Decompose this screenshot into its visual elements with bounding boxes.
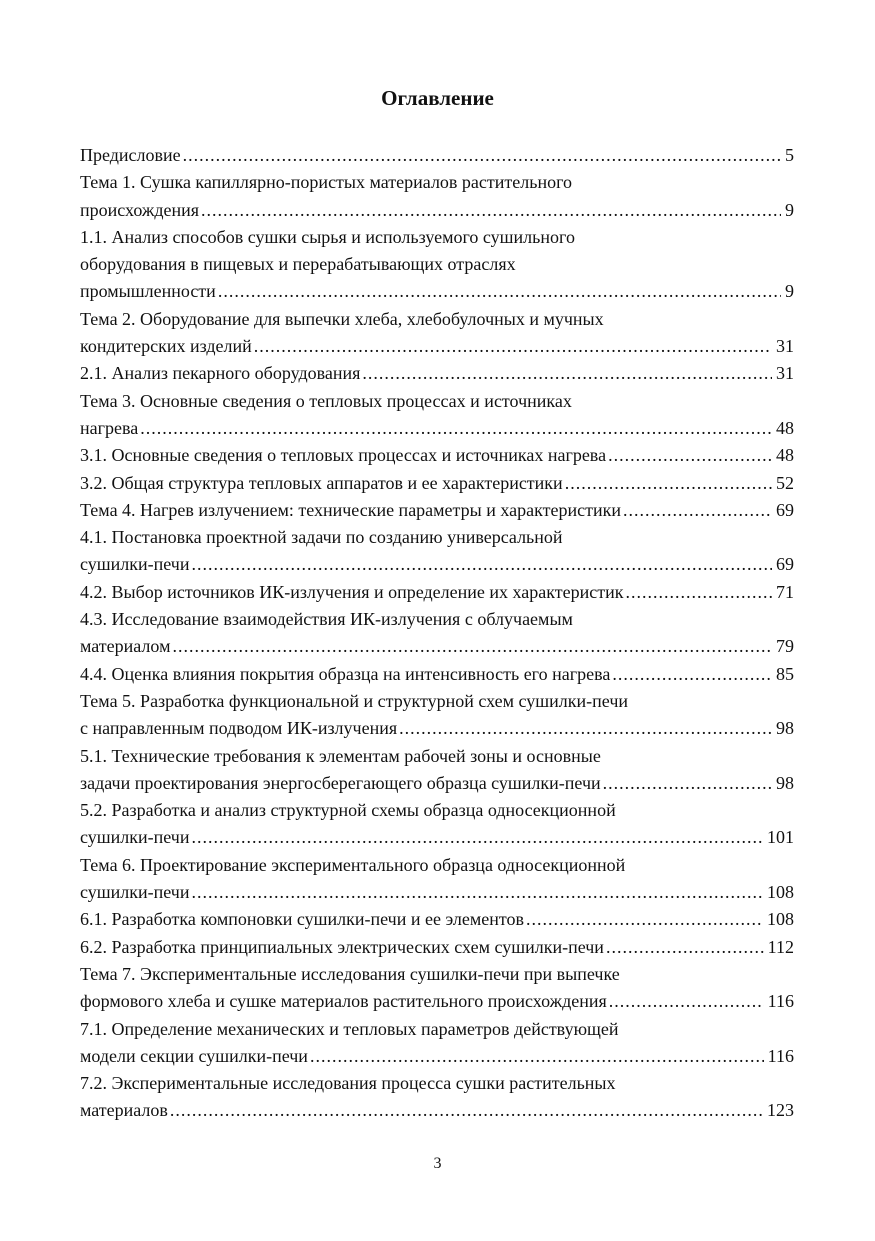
toc-entry-line: с направленным подводом ИК-излучения (80, 718, 398, 739)
toc-entry-last-line (80, 497, 794, 524)
toc-entry-last-line (80, 661, 794, 688)
dot-leader (608, 442, 772, 469)
dot-leader (218, 278, 781, 305)
toc-page-number: 116 (767, 1045, 794, 1066)
toc-entry (80, 360, 794, 387)
toc-entry (80, 743, 794, 798)
toc-page-number: 48 (776, 445, 794, 466)
toc-entry (80, 934, 794, 961)
toc-entry (80, 1016, 794, 1071)
toc-entry-line: 4.4. Оценка влияния покрытия образца на интенсивность его нагрева (80, 663, 611, 684)
dot-leader (140, 415, 772, 442)
toc-entry-last-line (80, 142, 794, 169)
dot-leader (606, 934, 764, 961)
toc-entry-last-line (80, 333, 794, 360)
toc-entry-last-line (80, 633, 794, 660)
toc-page-number: 101 (767, 827, 794, 848)
toc-entry-line: оборудования в пищевых и перерабатывающих отраслях (80, 254, 516, 275)
toc-entry-last-line (80, 442, 794, 469)
dot-leader (170, 1097, 763, 1124)
toc-entry-last-line (80, 1043, 794, 1070)
toc-entry-line: 6.1. Разработка компоновки сушилки-печи и ее элементов (80, 909, 524, 930)
toc-page-number: 48 (776, 417, 794, 438)
toc-entry-last-line (80, 278, 794, 305)
dot-leader (362, 360, 772, 387)
toc-entry (80, 797, 794, 852)
toc-page-number: 85 (776, 663, 794, 684)
toc-page-number: 31 (776, 363, 794, 384)
toc-entry-line: происхождения (80, 199, 200, 220)
toc-page-number: 69 (776, 554, 794, 575)
toc-page-number: 98 (776, 718, 794, 739)
toc-entry-line: Тема 1. Сушка капиллярно-пористых материалов растительного (80, 172, 573, 193)
toc-entry-last-line (80, 988, 794, 1015)
toc-entry-line: формового хлеба и сушке материалов растительного происхождения (80, 991, 607, 1012)
toc-entry-last-line (80, 879, 794, 906)
toc-entry (80, 442, 794, 469)
toc-page-number: 123 (767, 1100, 794, 1121)
toc-page-number: 52 (776, 472, 794, 493)
toc-entry-line: промышленности (80, 281, 216, 302)
toc-page-number: 5 (785, 145, 794, 165)
dot-leader (191, 879, 763, 906)
dot-leader (526, 906, 763, 933)
toc-entry-line: сушилки-печи (80, 554, 190, 575)
toc-page-number: 9 (785, 281, 794, 302)
toc-entry-last-line (80, 579, 794, 606)
toc-entry (80, 688, 794, 743)
toc-entry-line: Тема 5. Разработка функциональной и структурной схем сушилки-печи (80, 690, 629, 711)
toc-entry-line: 5.1. Технические требования к элементам рабочей зоны и основные (80, 745, 601, 766)
toc-entry (80, 224, 794, 306)
toc-entry (80, 388, 794, 443)
dot-leader (172, 633, 772, 660)
table-of-contents (80, 142, 794, 1125)
toc-entry-last-line (80, 1097, 794, 1124)
toc-entry-line: модели секции сушилки-печи (80, 1045, 308, 1066)
toc-entry-line: Тема 4. Нагрев излучением: технические параметры и характеристики (80, 499, 621, 520)
toc-entry (80, 579, 794, 606)
toc-entry-line: 7.1. Определение механических и тепловых параметров действующей (80, 1018, 619, 1039)
toc-entry (80, 524, 794, 579)
page-title: Оглавление (381, 86, 494, 110)
toc-entry-last-line (80, 770, 794, 797)
toc-entry-last-line (80, 551, 794, 578)
toc-entry (80, 497, 794, 524)
toc-entry-line: Тема 7. Экспериментальные исследования сушилки-печи при выпечке (80, 963, 620, 984)
toc-entry-last-line (80, 715, 794, 742)
page-number: 3 (433, 1155, 442, 1172)
dot-leader (183, 142, 781, 169)
toc-entry-line: сушилки-печи (80, 827, 190, 848)
toc-page-number: 9 (785, 199, 794, 220)
toc-entry-line: 3.1. Основные сведения о тепловых процессах и источниках нагрева (80, 445, 607, 466)
toc-entry-last-line (80, 360, 794, 387)
toc-entry-last-line (80, 197, 794, 224)
toc-entry-line: материалом (80, 636, 171, 657)
toc-entry-line: сушилки-печи (80, 882, 190, 903)
toc-entry (80, 1070, 794, 1125)
toc-entry (80, 169, 794, 224)
toc-entry-last-line (80, 934, 794, 961)
toc-entry-line: Тема 6. Проектирование экспериментального образца односекционной (80, 854, 626, 875)
toc-entry-line: 5.2. Разработка и анализ структурной схемы образца односекционной (80, 800, 616, 821)
toc-entry-line: 4.2. Выбор источников ИК-излучения и определение их характеристик (80, 581, 624, 602)
dot-leader (623, 497, 772, 524)
toc-entry-line: 4.1. Постановка проектной задачи по созданию универсальной (80, 527, 563, 548)
toc-entry-last-line (80, 824, 794, 851)
toc-entry-line: 1.1. Анализ способов сушки сырья и используемого сушильного (80, 226, 575, 247)
toc-entry-line: 2.1. Анализ пекарного оборудования (80, 363, 361, 384)
toc-entry (80, 661, 794, 688)
dot-leader (612, 661, 772, 688)
toc-entry-line: 6.2. Разработка принципиальных электрических схем сушилки-печи (80, 936, 604, 957)
toc-entry-line: кондитерских изделий (80, 336, 252, 357)
toc-page-number: 112 (767, 936, 794, 957)
dot-leader (399, 715, 772, 742)
toc-page-number: 31 (776, 336, 794, 357)
toc-entry-line: материалов (80, 1100, 168, 1121)
toc-entry-line: Тема 3. Основные сведения о тепловых процессах и источниках (80, 390, 572, 411)
dot-leader (603, 770, 772, 797)
toc-entry (80, 306, 794, 361)
toc-entry-line: 3.2. Общая структура тепловых аппаратов и ее характеристики (80, 472, 563, 493)
toc-entry-line: задачи проектирования энергосберегающего образца сушилки-печи (80, 772, 601, 793)
toc-entry (80, 906, 794, 933)
toc-page-number: 69 (776, 499, 794, 520)
toc-entry-line: 7.2. Экспериментальные исследования процесса сушки растительных (80, 1073, 616, 1094)
toc-entry-last-line (80, 470, 794, 497)
toc-page-number: 108 (767, 882, 794, 903)
dot-leader (201, 197, 781, 224)
toc-entry (80, 606, 794, 661)
dot-leader (609, 988, 764, 1015)
dot-leader (310, 1043, 764, 1070)
toc-entry-line: Тема 2. Оборудование для выпечки хлеба, хлебобулочных и мучных (80, 308, 604, 329)
toc-entry-line: 4.3. Исследование взаимодействия ИК-излучения с облучаемым (80, 609, 573, 630)
toc-entry (80, 961, 794, 1016)
toc-page-number: 116 (767, 991, 794, 1012)
toc-entry (80, 142, 794, 169)
toc-entry-last-line (80, 415, 794, 442)
toc-page-number: 79 (776, 636, 794, 657)
dot-leader (254, 333, 772, 360)
toc-entry (80, 470, 794, 497)
toc-entry-line: Предисловие (80, 145, 181, 165)
toc-entry-last-line (80, 906, 794, 933)
toc-entry (80, 852, 794, 907)
dot-leader (191, 824, 763, 851)
dot-leader (565, 470, 772, 497)
toc-page-number: 98 (776, 772, 794, 793)
dot-leader (191, 551, 772, 578)
dot-leader (626, 579, 773, 606)
toc-page-number: 108 (767, 909, 794, 930)
toc-page-number: 71 (776, 581, 794, 602)
toc-entry-line: нагрева (80, 417, 139, 438)
